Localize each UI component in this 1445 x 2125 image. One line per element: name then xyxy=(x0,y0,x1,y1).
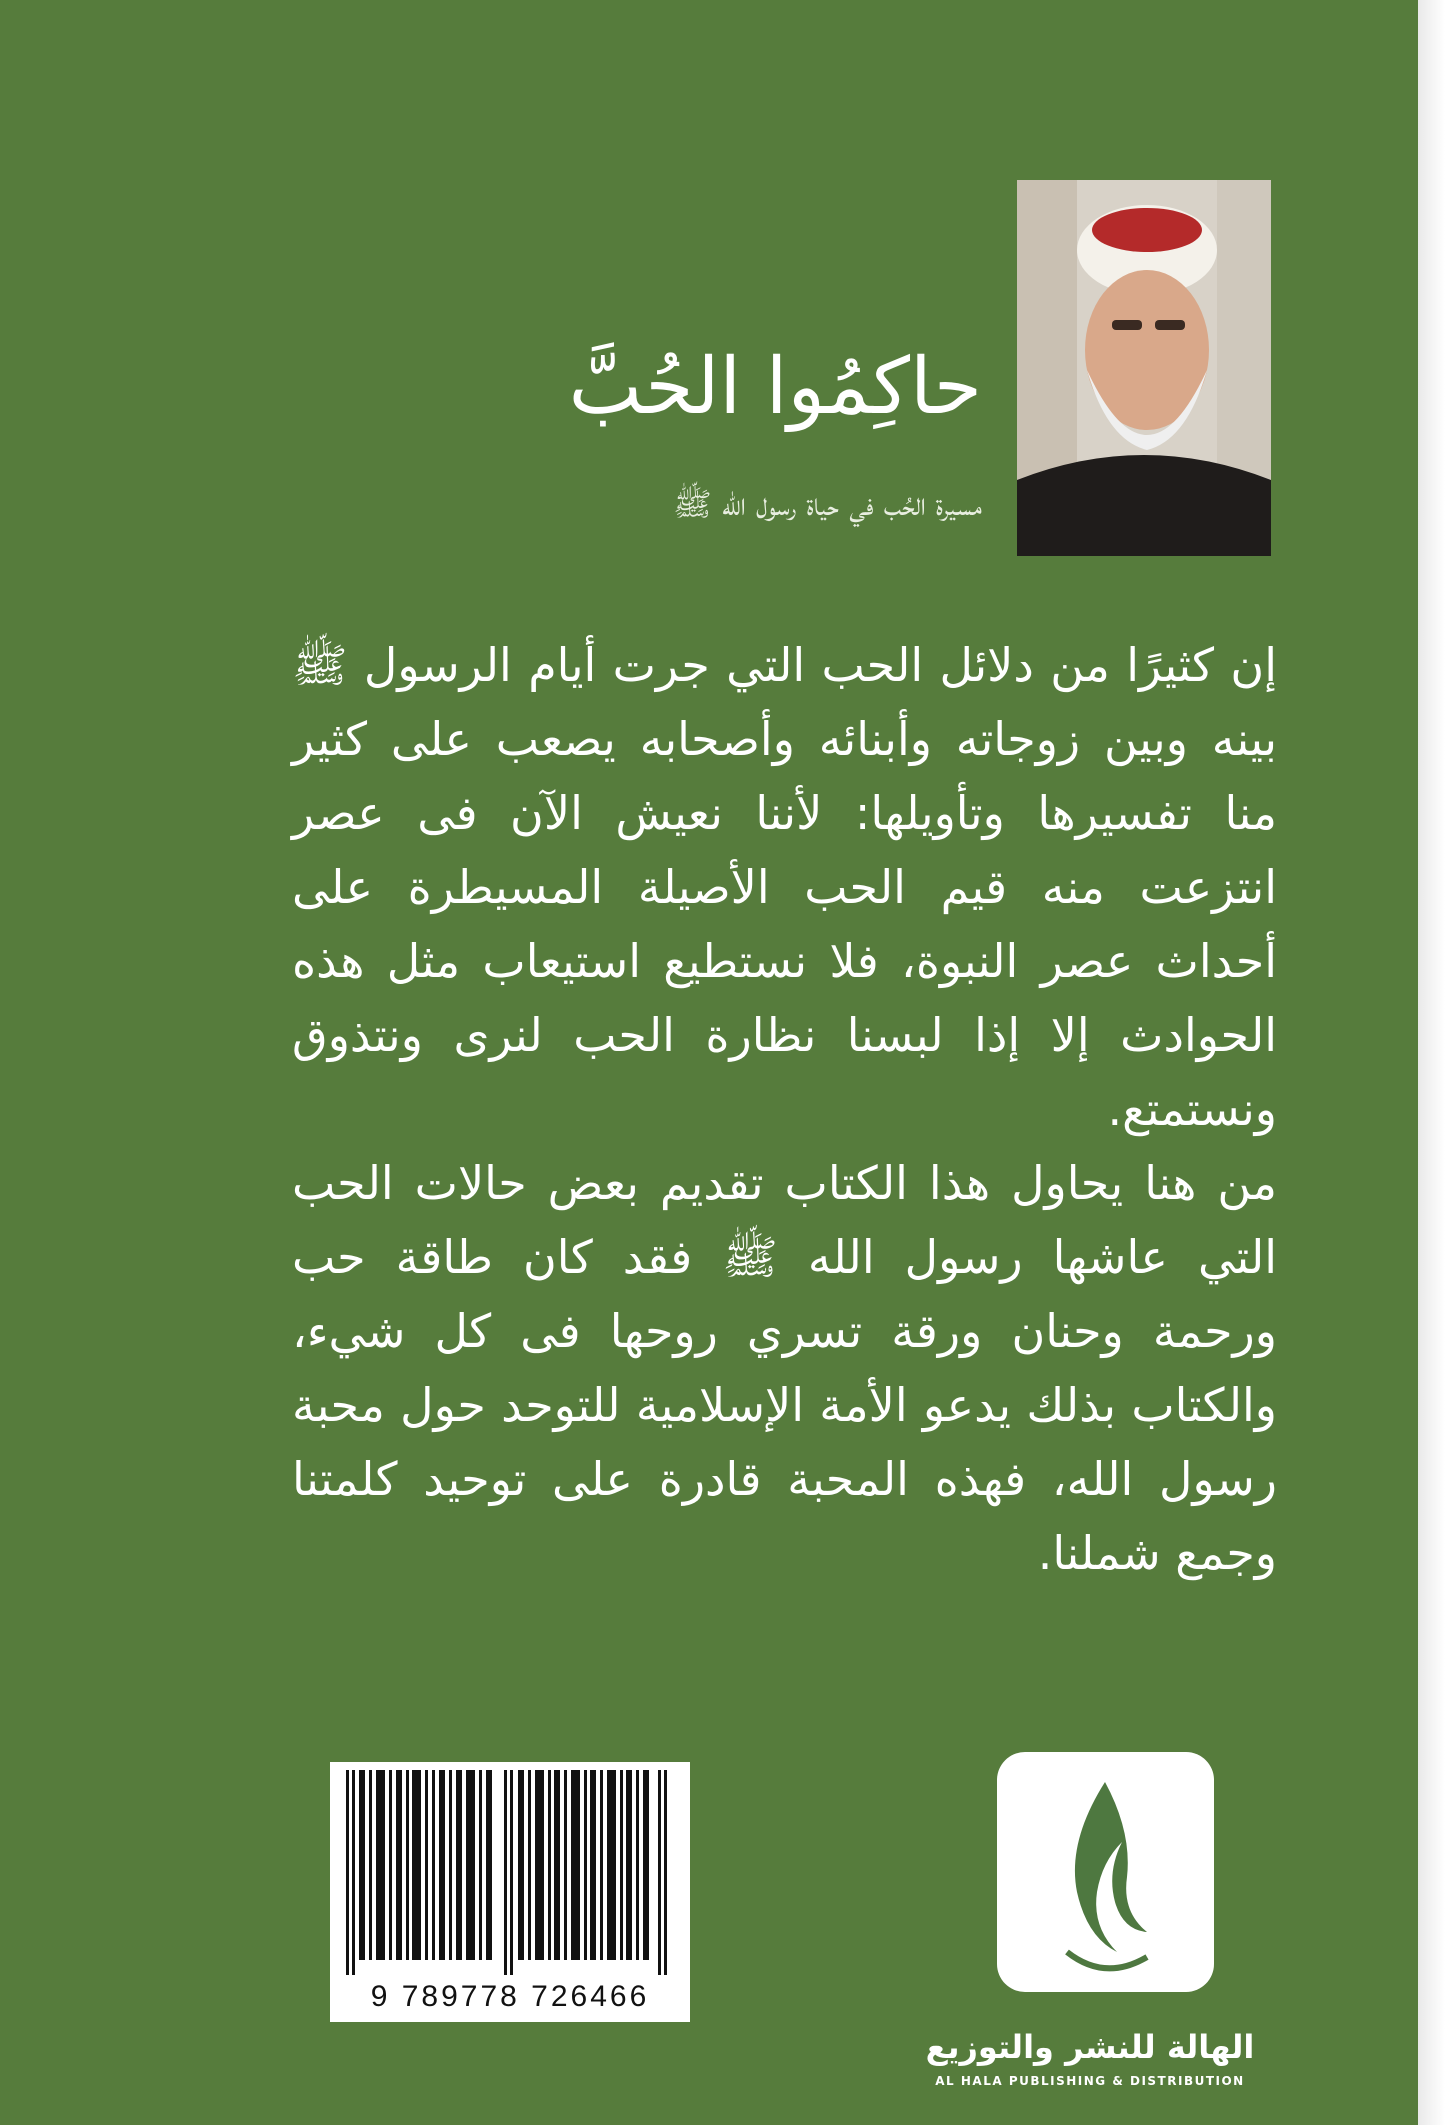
publisher-name-arabic: الهالة للنشر والتوزيع xyxy=(925,2028,1255,2066)
barcode xyxy=(330,1762,690,2022)
blurb-text xyxy=(292,628,1277,1590)
blurb-paragraph-1: إن كثيرًا من دلائل الحب التي جرت أيام الرسول ﷺ بينه وبين زوجاته وأبنائه وأصحابه يصعب على كثير منا تفسيرها وتأويلها: لأننا نعيش الآن فى عصر انتزعت منه قيم الحب الأصيلة المسيطرة على أحداث عصر النبوة، فلا نستطيع استيعاب مثل هذه الحوادث إلا إذا لبسنا نظارة الحب لنرى ونتذوق ونستمتع. xyxy=(292,638,1277,1136)
book-subtitle: مسيرة الحُب في حياة رسول الله ﷺ xyxy=(673,485,982,523)
page-edge xyxy=(1418,0,1445,2125)
author-photo xyxy=(1017,180,1271,556)
book-title: حاكِمُوا الحُبَّ xyxy=(568,342,982,432)
publisher-logo xyxy=(997,1752,1214,1992)
flame-drop-logo-icon xyxy=(997,1752,1214,1992)
isbn-number: 9 789778 726466 xyxy=(370,1980,650,2013)
blurb-paragraph-2: من هنا يحاول هذا الكتاب تقديم بعض حالات الحب التي عاشها رسول الله ﷺ فقد كان طاقة حب ورحمة وحنان ورقة تسري روحها فى كل شيء، والكتاب بذلك يدعو الأمة الإسلامية للتوحد حول محبة رسول الله، فهذه المحبة قادرة على توحيد كلمتنا وجمع شملنا. xyxy=(292,1156,1277,1580)
barcode-bars xyxy=(340,1770,680,1975)
publisher-name-english: AL HALA PUBLISHING & DISTRIBUTION xyxy=(935,2074,1245,2088)
